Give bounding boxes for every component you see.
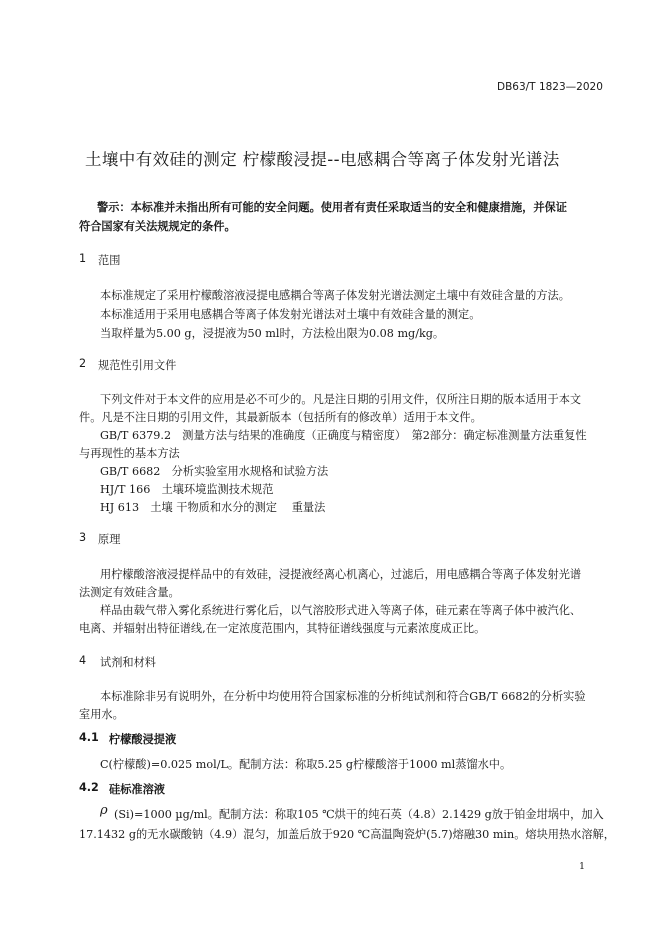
- warning-line-1: 警示：本标准并未指出所有可能的安全问题。使用者有责任采取适当的安全和健康措施，并保证: [97, 201, 567, 214]
- section-3-number: 3: [79, 531, 87, 544]
- section-1-line-2: 本标准适用于采用电感耦合等离子体发射光谱法对土壤中有效硅含量的测定。: [100, 308, 481, 321]
- section-4-line-2: 室用水。: [79, 708, 124, 721]
- section-2-ref-hj613: HJ 613 土壤 干物质和水分的测定 重量法: [100, 501, 326, 514]
- warning-line-2: 符合国家有关法规规定的条件。: [79, 220, 236, 233]
- section-3-line-3: 样品由载气带入雾化系统进行雾化后，以气溶胶形式进入等离子体，硅元素在等离子体中被汽化、: [100, 604, 582, 617]
- section-2-line-1: 下列文件对于本文件的应用是必不可少的。凡是注日期的引用文件，仅所注日期的版本适用于本文: [100, 393, 582, 406]
- section-4-1-line: C(柠檬酸)=0.025 mol/L。配制方法：称取5.25 g柠檬酸溶于1000 ml蒸馏水中。: [100, 758, 512, 771]
- section-4-title: 试剂和材料: [100, 656, 156, 669]
- section-4-2-line-2: 17.1432 g的无水碳酸钠（4.9）混匀，加盖后放于920 ℃高温陶瓷炉(5.7)熔融30 min。熔块用热水溶解，: [79, 828, 615, 841]
- document-id: DB63/T 1823—2020: [497, 81, 603, 93]
- section-2-ref-gbt6682: GB/T 6682 分析实验室用水规格和试验方法: [100, 465, 329, 478]
- section-1-line-1: 本标准规定了采用柠檬酸溶液浸提电感耦合等离子体发射光谱法测定土壤中有效硅含量的方法。: [100, 289, 570, 302]
- section-3-title: 原理: [98, 533, 121, 546]
- page-number: 1: [579, 861, 586, 872]
- section-2-number: 2: [79, 357, 87, 370]
- section-4-1-number: 4.1: [79, 731, 99, 744]
- section-4-2-title: 硅标准溶液: [109, 783, 165, 796]
- section-4-2-number: 4.2: [79, 781, 99, 794]
- section-3-line-2: 法测定有效硅含量。: [79, 586, 180, 599]
- section-2-line-2: 件。凡是不注日期的引用文件，其最新版本（包括所有的修改单）适用于本文件。: [79, 411, 482, 424]
- section-1-title: 范围: [98, 254, 121, 267]
- section-4-2-line-1: (Si)=1000 µg/ml。配制方法：称取105 ℃烘干的纯石英（4.8）2.1429 g放于铂金坩埚中，加入: [114, 808, 604, 821]
- section-4-line-1: 本标准除非另有说明外，在分析中均使用符合国家标准的分析纯试剂和符合GB/T 6682的分析实验: [100, 690, 586, 703]
- section-4-1-title: 柠檬酸浸提液: [109, 733, 177, 746]
- section-2-title: 规范性引用文件: [98, 359, 177, 372]
- section-1-number: 1: [79, 252, 87, 265]
- rho-symbol: ρ: [100, 803, 108, 818]
- section-4-number: 4: [79, 654, 87, 667]
- section-3-line-1: 用柠檬酸溶液浸提样品中的有效硅，浸提液经离心机离心，过滤后，用电感耦合等离子体发射光谱: [100, 568, 582, 581]
- section-2-ref-gbt6379: GB/T 6379.2 测量方法与结果的准确度（正确度与精密度） 第2部分：确定标准测量方法重复性: [100, 429, 587, 442]
- document-title: 土壤中有效硅的测定 柠檬酸浸提--电感耦合等离子体发射光谱法: [85, 150, 560, 169]
- section-3-line-4: 电离、并辐射出特征谱线,在一定浓度范围内，其特征谱线强度与元素浓度成正比。: [79, 622, 486, 635]
- section-2-ref-gbt6379-cont: 与再现性的基本方法: [79, 447, 180, 460]
- section-1-line-3: 当取样量为5.00 g，浸提液为50 ml时，方法检出限为0.08 mg/kg。: [100, 327, 445, 340]
- section-2-ref-hjt166: HJ/T 166 土壤环境监测技术规范: [100, 483, 274, 496]
